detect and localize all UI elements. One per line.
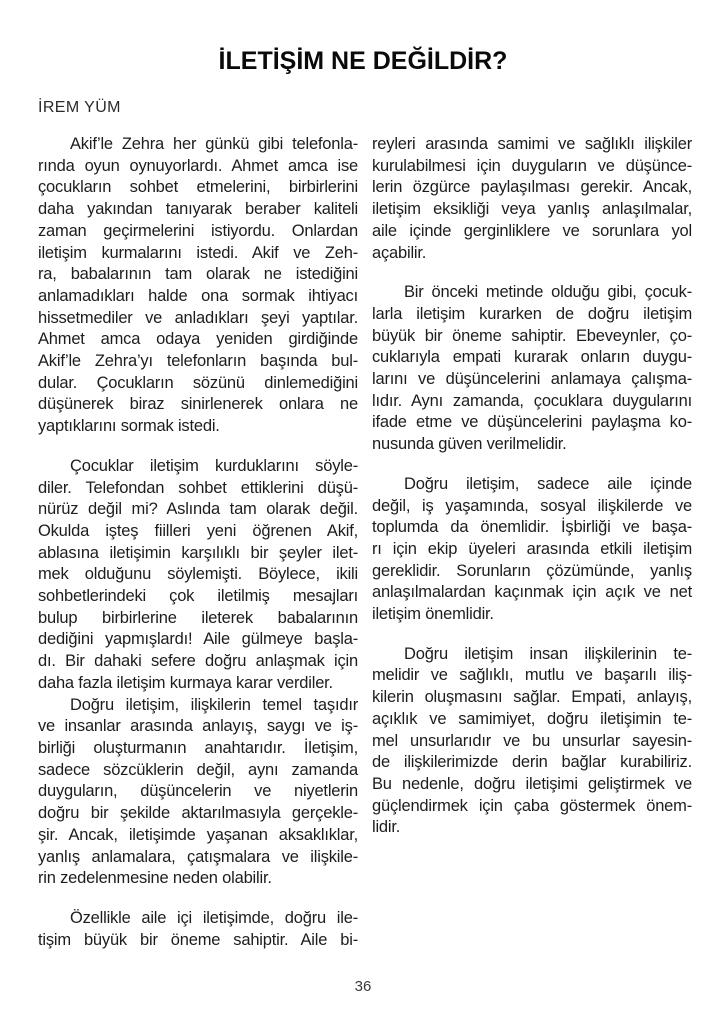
paragraph [372,644,692,839]
text-line: melidir ve sağlıklı, mutlu ve başarılı iliş- [372,666,692,685]
page-title: İLETİŞİM NE DEĞİLDİR? [218,47,508,75]
author-name: İREM YÜM [38,99,121,116]
paragraph [372,134,692,264]
text-line: yanlış anlamalara, çatışmalara ve ilişkile- [38,847,358,866]
text-line: larını ve düşüncelerini anlamaya çalışma- [372,370,692,389]
text-line: lerin özgürce paylaşılması gerekir. Ancak, [372,178,692,197]
text-line: değil, iş yaşamında, sosyal ilişkilerde ve [372,496,692,515]
text-line: diler. Telefondan sohbet ettiklerini düşü- [38,478,358,497]
text-line: ifade etme ve düşüncelerini paylaşma ko- [372,413,692,432]
text-line: çocukların sohbet etmelerini, birbirlerini [38,178,358,197]
text-columns [38,134,692,951]
text-line: sohbetlerindeki çok iletilmiş mesajları [38,587,358,606]
text-line: tişim büyük bir öneme sahiptir. Aile bi- [38,930,358,949]
text-line: gereklidir. Sorunların çözümünde, yanlış [372,561,692,580]
text-line: de ilişkilerimizde derin bağlar kurabiliriz. [372,753,692,772]
text-line: dediğini yapmışlardı! Aile gülmeye başla- [38,630,358,649]
text-line: açabilir. [372,243,427,262]
column-right [372,134,692,951]
text-line: reyleri arasında samimi ve sağlıklı ilişkiler [372,135,692,153]
text-line: iletişim önemlidir. [372,605,494,624]
text-line: mek olduğunu söylemişti. Böylece, ikili [38,565,358,584]
text-line: anlamadıkları halde ona sormak ihtiyacı [38,286,358,305]
text-line: sadece sözcüklerin değil, aynı zamanda [38,760,358,779]
paragraph [372,474,692,626]
paragraph [38,695,358,890]
paragraph [38,134,358,438]
paragraph [38,456,358,695]
text-line: dı. Bir dahaki sefere doğru anlaşmak için [38,652,358,671]
text-line: Çocuklar iletişim kurduklarını söyle- [70,456,358,475]
text-line: duyguların, düşüncelerin ve niyetlerin [38,782,358,801]
text-line: toplumda da önemlidir. İşbirliği ve başa- [372,518,692,537]
paragraph [38,908,358,951]
text-line: Ahmet amca odaya yeniden girdiğinde [38,330,358,349]
text-line: lidir. [372,818,401,837]
text-line: doğru bir şekilde aktarılmasıyla gerçekle- [38,804,358,823]
text-line: güçlendirmek için çaba göstermek önem- [372,796,692,815]
text-line: yaptıklarını sormak istedi. [38,417,220,436]
text-line: rı için ekip üyeleri arasında etkili iletişim [372,539,692,558]
text-line: dular. Çocukların sözünü dinlemediğini [38,373,358,392]
text-line: Akif’le Zehra her günkü gibi telefonla- [70,135,358,153]
text-line: Özellikle aile içi iletişimde, doğru ile- [70,908,358,927]
text-line: ra, babalarının tam olarak ne istediğini [38,265,358,284]
text-line: bulup birbirlerine ileterek babalarının [38,608,358,627]
text-line: düşünerek biraz sinirlenerek onlara ne [38,395,358,414]
text-line: nusunda güven verilmelidir. [372,435,567,454]
text-line: büyük bir öneme sahiptir. Ebeveynler, ço- [372,326,692,345]
text-line: ablasına iletişimin karşılıklı bir şeyler ilet- [38,543,358,562]
text-line: Bir önceki metinde olduğu gibi, çocuk- [404,283,692,302]
text-line: birliği oluşturmanın anahtarıdır. İletişim, [38,738,358,757]
text-line: mel unsurlarıdır ve bu unsurlar sayesin- [372,731,692,750]
text-line: kilerin oluşmasını sağlar. Empati, anlayış, [372,688,692,707]
text-line: kurulabilmesi için duyguların ve düşünce- [372,156,692,175]
text-line: cuklarıyla empati kurarak onların duygu- [372,348,692,367]
page-number: 36 [354,978,372,995]
paragraph [372,282,692,456]
text-line: açıklık ve samimiyet, doğru iletişimin te- [372,709,692,728]
text-line: Doğru iletişim, ilişkilerin temel taşıdır [70,695,358,714]
text-line: anlaşılmalardan kaçınmak için açık ve net [372,583,692,602]
text-line: daha yakından tanıyarak beraber kaliteli [38,200,358,219]
text-line: iletişim eksikliği veya yanlış anlaşılmalar, [372,200,692,219]
text-line: lıdır. Aynı zamanda, çocuklara duygularını [372,391,692,410]
text-line: nürüz değil mi? Aslında tam olarak değil. [38,500,358,519]
text-line: ve insanlar arasında anlayış, saygı ve iş- [38,717,358,736]
text-line: Okulda işteş fiilleri yeni öğrenen Akif, [38,521,358,540]
text-line: hissetmediler ve anladıkları şeyi yaptılar. [38,308,358,327]
text-line: rında oyun oynuyorlardı. Ahmet amca ise [38,156,358,175]
text-line: aile içinde gerginliklere ve sorunlara yol [372,221,692,240]
text-line: Doğru iletişim, sadece aile içinde [404,474,692,493]
text-line: Doğru iletişim insan ilişkilerinin te- [404,644,692,663]
text-line: daha fazla iletişim kurmaya karar verdiler. [38,673,333,692]
text-line: şir. Ancak, iletişimde yaşanan aksaklıklar, [38,825,358,844]
text-line: iletişim kurmalarını istedi. Akif ve Zeh- [38,243,358,262]
text-line: Bu nedenle, doğru iletişimi geliştirmek ve [372,774,692,793]
text-line: zaman geçirmelerini istiyordu. Onlardan [38,221,358,240]
text-line: larla iletişim kurarken de doğru iletişim [372,304,692,323]
column-left [38,134,358,951]
text-line: rin zedelenmesine neden olabilir. [38,869,272,888]
text-line: Akif’le Zehra’yı telefonların başında bul- [38,352,358,371]
